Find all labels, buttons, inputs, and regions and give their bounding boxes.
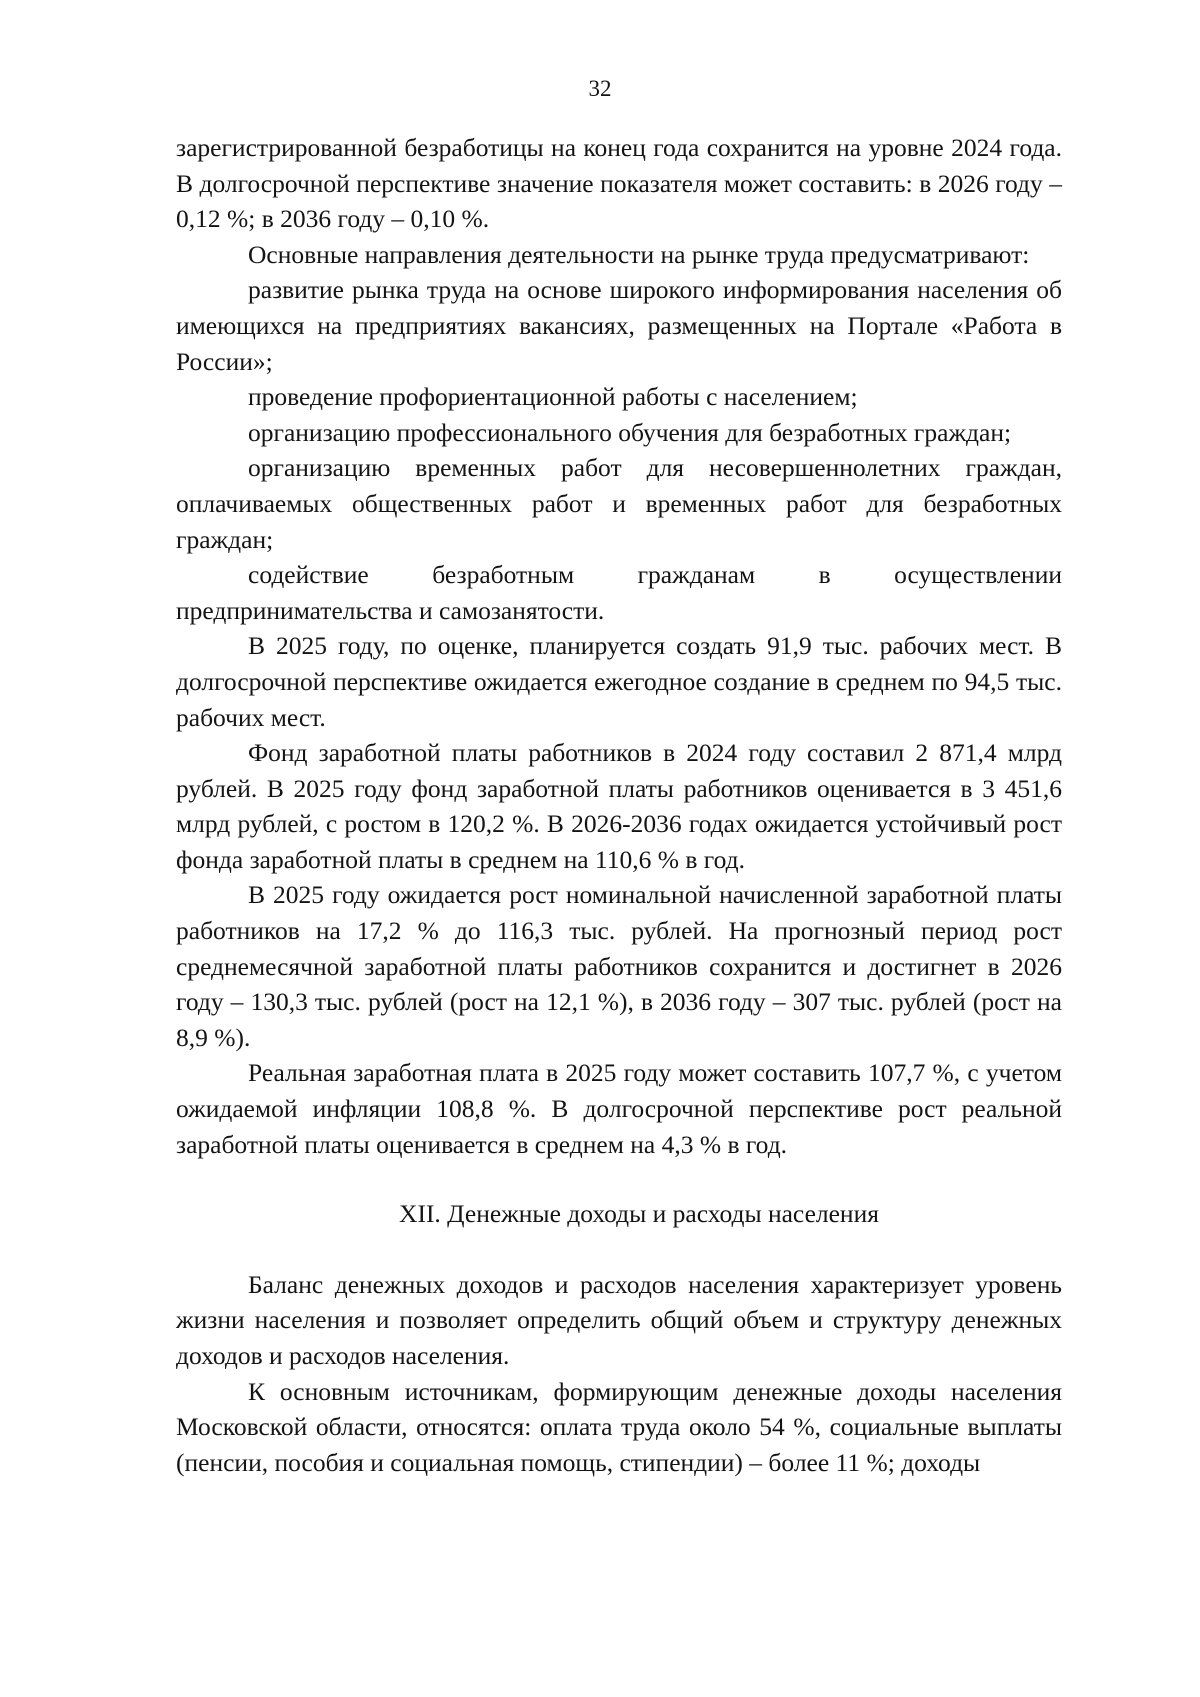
section-heading: XII. Денежные доходы и расходы населения	[399, 1199, 879, 1229]
list-item-entrepreneurship-support: содействие безработным гражданам в осуществлении предпринимательства и самозанятости.	[176, 560, 1062, 625]
paragraph-income-balance: Баланс денежных доходов и расходов населения характеризует уровень жизни населения и позволяет определить общий объем и структуру денежных доходов и расходов населения.	[176, 1269, 1062, 1370]
list-item-temporary-works: организацию временных работ для несовершеннолетних граждан, оплачиваемых общественных работ и временных работ для безработных граждан;	[176, 453, 1062, 554]
paragraph-labor-market-directions: Основные направления деятельности на рынке труда предусматривают:	[248, 239, 1030, 269]
paragraph-real-wages: Реальная заработная плата в 2025 году может составить 107,7 %, с учетом ожидаемой инфляции 108,8 %. В долгосрочной перспективе рост реальной заработной платы оценивается в среднем на 4,3 % в год.	[176, 1058, 1062, 1159]
document-body	[176, 130, 1062, 1480]
paragraph-unemployment-continuation: зарегистрированной безработицы на конец года сохранится на уровне 2024 года. В долгосрочной перспективе значение показателя может составить: в 2026 году – 0,12 %; в 2036 году – 0,10 %.	[176, 133, 1062, 234]
page-number: 32	[588, 76, 612, 101]
list-item-vocational-training: организацию профессионального обучения для безработных граждан;	[248, 417, 1012, 447]
paragraph-job-creation: В 2025 году, по оценке, планируется создать 91,9 тыс. рабочих мест. В долгосрочной перспективе ожидается ежегодное создание в среднем по 94,5 тыс. рабочих мест.	[176, 631, 1062, 732]
paragraph-nominal-wages: В 2025 году ожидается рост номинальной начисленной заработной платы работников на 17,2 % до 116,3 тыс. рублей. На прогнозный период рост среднемесячной заработной платы работников сохранится и достигнет в 2026 году – 130,3 тыс. рублей (рост на 12,1 %), в 2036 году – 307 тыс. рублей (рост на 8,9 %).	[176, 880, 1062, 1052]
list-item-career-guidance: проведение профориентационной работы с населением;	[248, 382, 858, 412]
paragraph-wage-fund: Фонд заработной платы работников в 2024 году составил 2 871,4 млрд рублей. В 2025 году фонд заработной платы работников оценивается в 3 451,6 млрд рублей, с ростом в 120,2 %. В 2026-2036 годах ожидается устойчивый рост фонда заработной платы в среднем на 110,6 % в год.	[176, 738, 1062, 874]
list-item-labor-market-development: развитие рынка труда на основе широкого информирования населения об имеющихся на предприятиях вакансиях, размещенных на Портале «Работа в России»;	[176, 275, 1062, 376]
paragraph-income-sources: К основным источникам, формирующим денежные доходы населения Московской области, относятся: оплата труда около 54 %, социальные выплаты (пенсии, пособия и социальная помощь, стипендии) – более 11 %; доходы	[176, 1376, 1062, 1477]
